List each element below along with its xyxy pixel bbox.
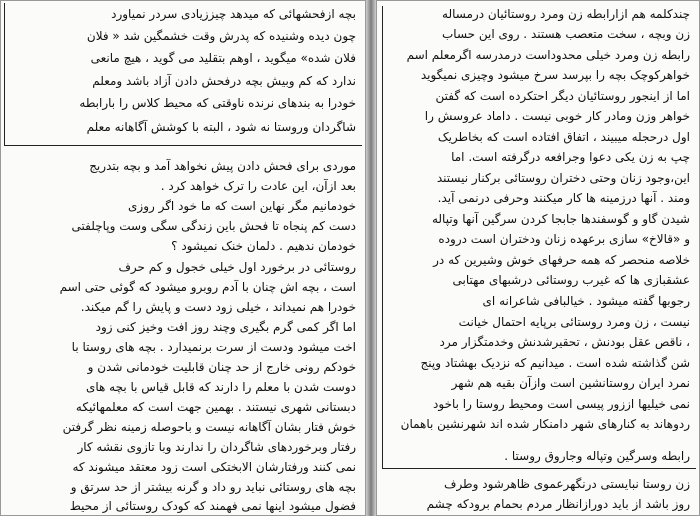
body-line: اخت میشود ودست از سرت برنمیدارد . بچه های روستا با [71, 340, 356, 354]
boxed-line: بچه ازفحشهائی که میدهد چیززیادی سردر نمیاورد [111, 7, 356, 21]
body-line: دوست شدن با معلم را دارند که قابل قیاس با بچه های [85, 380, 356, 394]
body-line: اما اگر کمی گرم بگیری وچند روز افت وخیز کنی زود [95, 320, 356, 334]
body-line: خودمانیم مگر نهاین است که ما خود اگر روزی [128, 199, 356, 213]
body-line: بچه های روستائی نباید رو داد و گرنه بیشتر از حد سرتق و [70, 480, 356, 494]
body-line: خودکم رونی خارج از حد چنان قابلیت خودمانی شدن و [87, 360, 356, 374]
body-line: است ، بچه اش چنان با آدم روبرو میشود که گوئی حتی اسم [59, 280, 356, 294]
boxed-line: ندارد که کم وبیش بچه درفحش دادن آزاد باشد ومعلم [92, 74, 356, 88]
body-line: موردی برای فحش دادن پیش نخواهد آمد و بچه بتدریج [89, 159, 356, 173]
body-line: چپ به زن یکی دعوا وجرافعه درگرفته است. اما [451, 150, 690, 164]
body-line: نمرد ایران روستانشین است وازآن بقیه هم شهر [451, 376, 690, 390]
body-line: نیست ، زن ومرد روستائی برپایه احتمال خیانت [458, 315, 690, 329]
boxed-line: فلان شده» میگوید ، اوهم بتقلید می گوید ، هیچ مانعی [90, 51, 356, 65]
body-line: روستائی در برخورد اول خیلی خجول و کم حرف [118, 260, 356, 274]
body-line: رابطه زن ومرد خیلی محدوداست درمدرسه اگرمعلم اسم [406, 48, 690, 62]
right-page [376, 0, 700, 516]
section-line: روز باشد از باید دورازانظار مردم بحمام برودکه چشم [426, 497, 690, 511]
boxed-line: چون دیده وشنیده که پدرش وقت خشمگین شد « فلان [86, 29, 356, 43]
book-gutter [366, 0, 376, 516]
body-line: زن وبچه ، سخت متعصب هستند . روی این حساب [442, 27, 690, 41]
body-line: فضول میشود اینها نمی فهمند که کودک روستائی از محیط [69, 499, 356, 513]
body-line: خواهر وزن ومادر کار خوبی نیست . داماد عروسش را [424, 109, 690, 123]
body-line: دبستانی شهری نیستند . بهمین جهت است که معلمهائیکه [75, 400, 356, 414]
body-line: خواهرکوچک بچه را بپرسد سرخ میشود وچیزی نمیگوید [420, 68, 690, 82]
body-line: خودمان ندهیم . دلمان خنک نمیشود ؟ [171, 239, 356, 253]
body-line: رجوبها گفته میشود . خیالبافی شاعرانه ای [482, 294, 690, 308]
section-line: زن روستا نبایستی درنگهرعموی ظاهرشود وطرف [444, 477, 690, 491]
body-line: شن گذاشته شده است . میدانیم که نزدیک بهشتاد وپنج [420, 356, 690, 370]
body-line: نمی کنند ورفتارشان الابختکی است زود معتقد میشوند که [72, 460, 356, 474]
body-line: رفتار وبرخوردهای شاگردان را ندارند وبا تازوی نقشه کار [77, 440, 356, 454]
boxed-line: خودرا به بندهای نرنده ناوقتی که محیط کلاس را بارابطه [79, 96, 356, 110]
body-line: و «قالاخ» سازی برعهده زنان ودختران است دروده [438, 232, 690, 246]
body-line: خلاصه منحصر که همه حرفهای خوش وشیرین که در [433, 253, 690, 267]
boxed-line: شاگردان وروستا نه شود ، البته با کوشش آگاهانه معلم [86, 120, 356, 134]
body-line: بعد ازآن، این عادت را ترک خواهد کرد . [160, 179, 356, 193]
body-line: رابطه وسرگین وتپاله وجاروق روستا . [504, 449, 690, 463]
body-line: خوش فتار بشان آگاهانه نیست و باحوصله زمینه نظر گرفتن [62, 420, 356, 434]
body-line: دست کم پنجاه تا فحش باین زندگی سگی وست وپاچلفتی [71, 219, 356, 233]
body-line: ، ناقص عقل بودنش ، تحقیرشدنش وخدمتگزار مرد [439, 335, 690, 349]
body-line: خودرا هم نمیداند ، خیلی زود دست و پایش را گم میکند. [80, 300, 356, 314]
section-divider [382, 468, 696, 469]
body-line: نمی خیلیها اززور پیسی است ومحیط روستا را باخود [433, 397, 690, 411]
box-left-border [4, 3, 5, 145]
body-line: ردوهاند به کنارهای شهر دامنکار شده اند شهرنشین باهمان [400, 417, 690, 431]
body-line: اما از اینجور روستائیان دیگر احتکرده است که گفتن [435, 89, 690, 103]
body-line: ومند . آنها درزمینه ها کار میکنند وحرفی درنمی آید. [437, 191, 690, 205]
body-line: این،وجود زنان وحتی دختران روستائی برکنار نیستند [436, 171, 690, 185]
body-line: چندکلمه هم ازارابطه زن ومرد روستائیان درمساله [442, 7, 690, 21]
body-line: شیدن گاو و گوسفندها جابجا کردن سرگین آنها وتپاله [431, 212, 690, 226]
body-line: اول درحجله میبیند ، اتفاق افتاده است که بخاطریک [437, 130, 690, 144]
box-bottom-border [4, 145, 362, 146]
column-border [382, 6, 383, 468]
body-line: عشقبازی ها که غیرب روستائی درشبهای مهتابی [452, 273, 690, 287]
